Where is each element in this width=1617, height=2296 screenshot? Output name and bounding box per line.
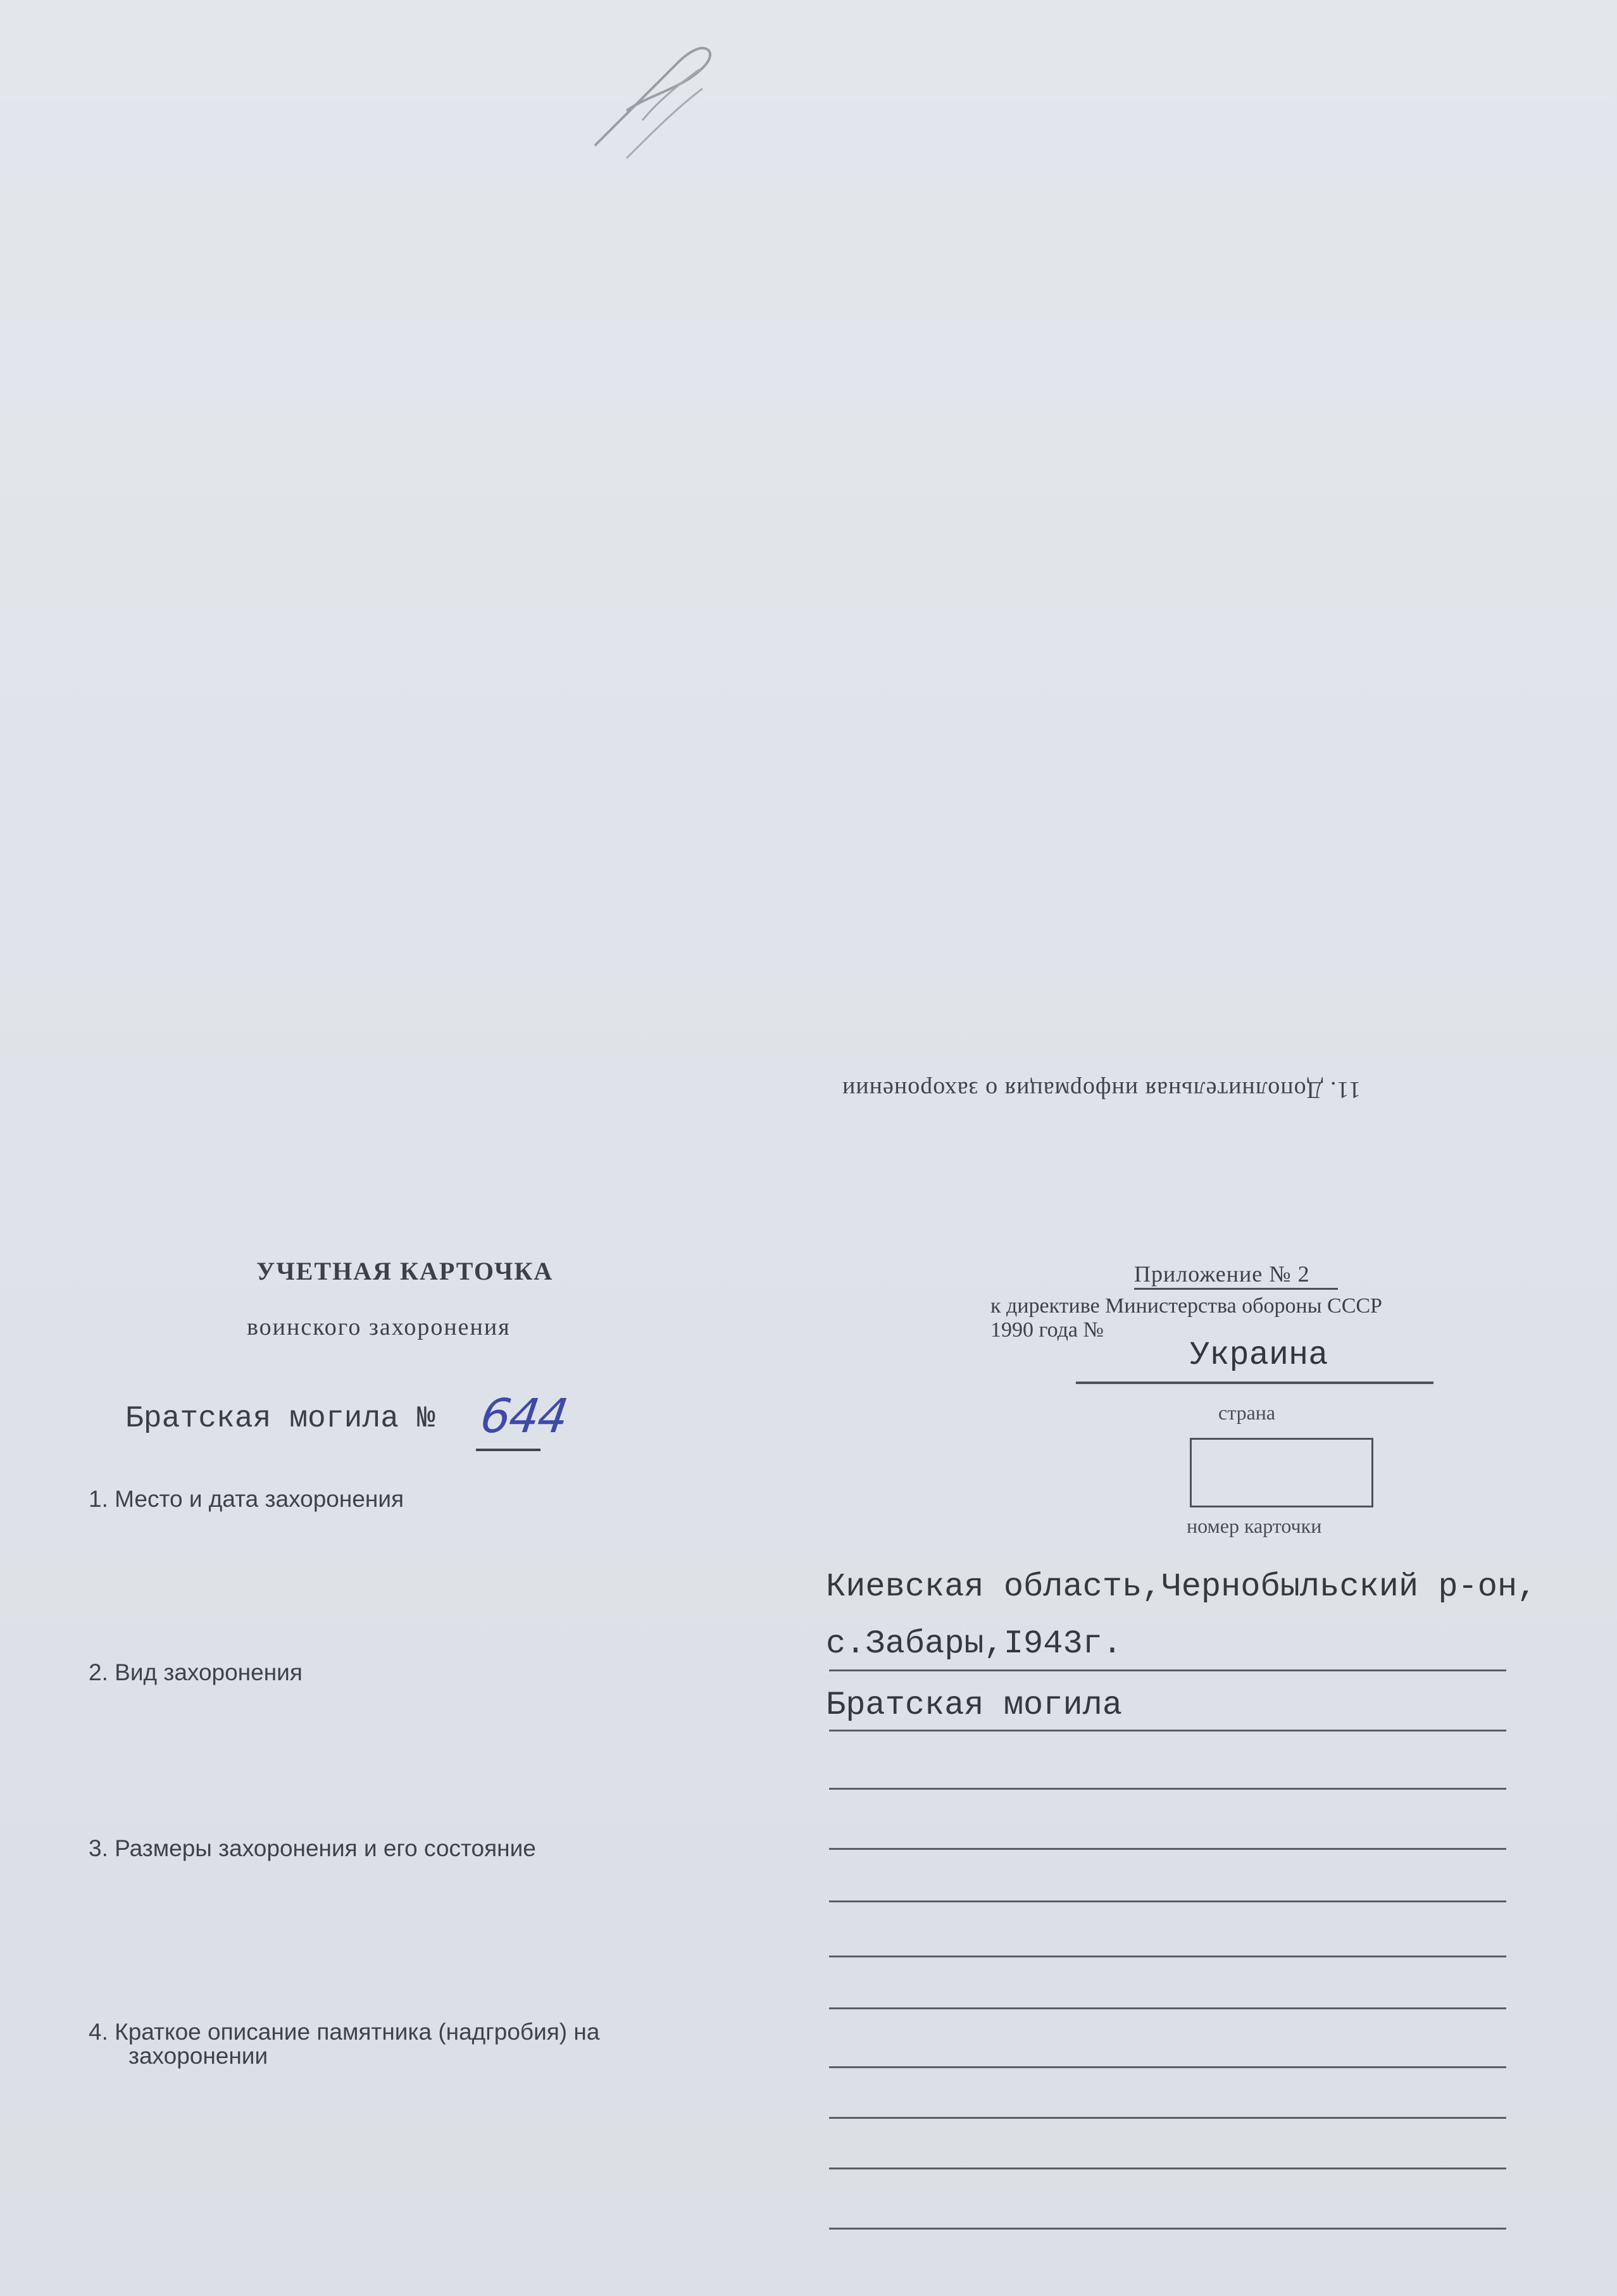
appendix-year-line: 1990 года №	[990, 1318, 1104, 1342]
form-line	[829, 1730, 1506, 1731]
country-line	[1076, 1382, 1433, 1384]
form-line	[829, 2066, 1506, 2068]
country-value: Украина	[1190, 1337, 1328, 1374]
field-size-condition-label: 3. Размеры захоронения и его состояние	[89, 1835, 536, 1861]
appendix-title: Приложение № 2	[1134, 1261, 1310, 1287]
grave-number-underline	[476, 1449, 540, 1451]
typed-place-line1: Киевская область,Чернобыльский р-он,	[826, 1568, 1537, 1606]
form-line	[829, 2007, 1506, 2009]
card-number-caption: номер карточки	[1187, 1514, 1322, 1537]
form-line	[829, 1900, 1506, 1902]
form-line	[829, 2228, 1506, 2230]
appendix-underline	[1134, 1288, 1338, 1290]
form-line	[829, 1956, 1506, 1957]
pencil-scribble	[582, 25, 728, 171]
form-line	[829, 1669, 1506, 1671]
appendix-directive-line: к директиве Министерства обороны СССР	[990, 1294, 1382, 1318]
field-monument-description-label-cont: захоронении	[128, 2043, 268, 2069]
field-place-date-label: 1. Место и дата захоронения	[89, 1486, 404, 1512]
form-line	[829, 2117, 1506, 2119]
form-line	[829, 1788, 1506, 1790]
form-line	[829, 1848, 1506, 1850]
field-burial-type-label: 2. Вид захоронения	[89, 1659, 303, 1685]
country-caption: страна	[1218, 1401, 1276, 1424]
card-number-box	[1190, 1438, 1373, 1507]
field-monument-description-label: 4. Краткое описание памятника (надгробия) на	[89, 2019, 600, 2045]
typed-burial-type: Братская могила	[826, 1687, 1123, 1724]
grave-label: Братская могила №	[125, 1402, 435, 1436]
card-title: УЧЕТНАЯ КАРТОЧКА	[256, 1257, 554, 1285]
grave-number-handwritten: 644	[477, 1389, 571, 1444]
card-subtitle: воинского захоронения	[247, 1314, 511, 1340]
additional-info-heading-inverted: 11. Дополнительная информация о захоронении	[842, 1076, 1361, 1103]
form-line	[829, 2168, 1506, 2169]
typed-place-line2: с.Забары,I943г.	[826, 1625, 1123, 1663]
